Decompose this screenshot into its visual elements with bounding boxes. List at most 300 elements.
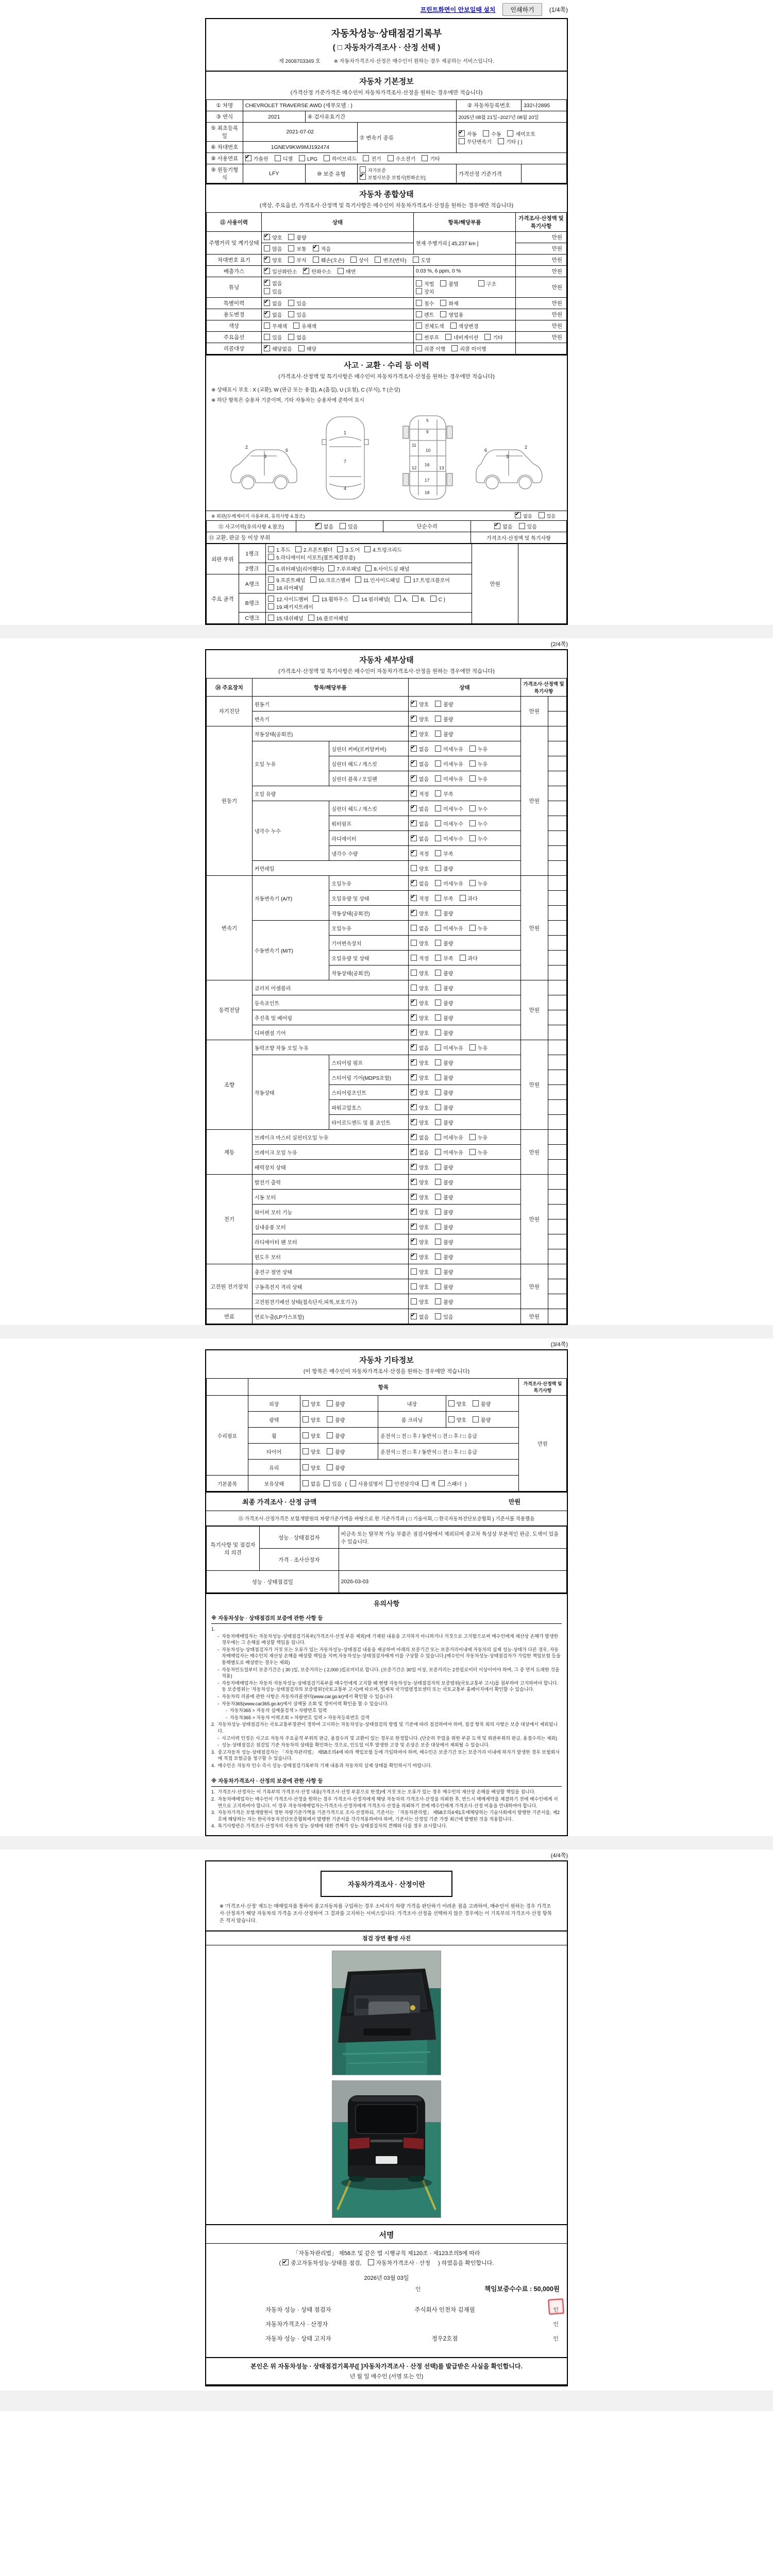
option-label: 부족 — [443, 956, 453, 962]
option — [363, 155, 381, 162]
use-history-header: ⑪ 사용이력 — [207, 213, 262, 232]
detail-row — [207, 1145, 567, 1160]
option — [422, 155, 440, 162]
option — [411, 1148, 429, 1156]
option-label: 10.크로스멤버 — [318, 578, 350, 584]
option-label: 불량 — [443, 866, 453, 872]
detail-row — [207, 1264, 567, 1279]
option-label: 19.패키지트레이 — [276, 605, 314, 611]
option — [435, 1283, 453, 1291]
option-label: 없음 — [418, 806, 429, 812]
option-label: 누유 — [477, 1045, 488, 1052]
install-print-plugin-link[interactable]: 프린트화면이 안보일때 설치 — [420, 6, 496, 13]
checkbox — [264, 257, 270, 263]
notice-marker: 1. — [211, 1789, 215, 1795]
glass-state — [300, 1460, 518, 1476]
notice-text: 특기사항란은 가격조사·산정자의 자동차 성능·상태에 대한 견해가 성능·상태점검자의 견해와 다를 경우 표시합니다. — [217, 1823, 447, 1829]
special-history-detail — [414, 298, 516, 309]
checkbox — [435, 1134, 441, 1140]
note-cell — [548, 1115, 566, 1130]
option-label: 5.라디에이터 서포트(볼트체결부품) — [276, 555, 356, 561]
option — [435, 984, 453, 992]
option — [484, 333, 502, 341]
checkbox — [365, 565, 372, 571]
engine-bay-photo — [332, 1951, 441, 2075]
detail-row — [207, 921, 567, 936]
signer-row — [206, 2302, 567, 2317]
state-cell — [408, 1160, 520, 1175]
detail-title: 자동차 세부상태 — [359, 656, 414, 665]
notice-text: 자동차매매업자는 자동차 자동차성능·상태점검기록부를 매수인에게 고지할 때 현행 자동차성능·상태점검자의 보증범위(국토교통부 고시)를 첨부하여 고지하여야 합니다. 동 보증범위는 '자동차성능·상태점검자의 보증범위'(국토교통부 고시)에 따르며, 법제처 국가법령정보센터 또는 국토교통부 홈페이지에서 확인할 수 있습니다. — [222, 1680, 559, 1692]
checkbox — [435, 1149, 441, 1155]
option — [435, 745, 463, 753]
state-cell — [408, 846, 520, 861]
panel-number: 5 — [426, 418, 429, 423]
option — [469, 835, 488, 842]
option-label: 양호 — [418, 1269, 429, 1276]
option — [435, 879, 463, 887]
note-cell — [548, 951, 566, 965]
option — [411, 1298, 429, 1306]
checkbox — [507, 130, 513, 137]
detail-row — [207, 1160, 567, 1175]
option-label: 화재 — [448, 301, 459, 307]
polish-label: 광택 — [248, 1412, 300, 1428]
notice-line — [211, 1823, 562, 1829]
notice-text: 매수인은 자동차 인수 즉시 성능·상태점검기록부의 기재 내용과 자동차의 실제 상태를 확인하시기 바랍니다. — [217, 1762, 432, 1768]
notice-marker: 1. — [211, 1626, 215, 1632]
subitem-cell: 실린더 블록 / 오일팬 — [329, 771, 409, 786]
inspection-date-label: 성능 · 상태점검일 — [207, 1571, 339, 1593]
option — [411, 1268, 429, 1276]
option — [416, 299, 434, 307]
option-label: 양호 — [418, 1060, 429, 1066]
option — [483, 130, 501, 138]
checkbox — [411, 731, 417, 737]
print-button[interactable]: 인쇄하기 — [502, 3, 542, 16]
base-price-label: 가격산정 기준가격 — [456, 164, 521, 183]
option-label: 불량 — [443, 971, 453, 977]
option-label: 과다 — [467, 896, 478, 902]
state-cell — [408, 1294, 520, 1309]
checkbox — [360, 174, 366, 180]
rank-label: C랭크 — [239, 613, 266, 624]
option-label: 양호 — [418, 941, 429, 947]
option-label: 리콜 이행 — [424, 347, 446, 352]
option-label: 없음 — [418, 836, 429, 842]
detail-row — [207, 1249, 567, 1264]
note-cell — [548, 697, 566, 711]
checkbox — [459, 138, 465, 144]
warranty-options — [357, 164, 456, 183]
accident-title: 사고 · 교환 · 수리 등 이력 — [344, 361, 429, 370]
option — [473, 1416, 491, 1423]
option — [435, 1089, 453, 1096]
state-cell — [408, 1309, 520, 1324]
first-reg-label: ⑤ 최초등록일 — [207, 123, 243, 142]
option-label: 8.사이드실 패널 — [374, 567, 410, 572]
state-cell — [408, 741, 520, 756]
checkbox — [422, 1480, 428, 1486]
checkbox — [469, 775, 476, 782]
checkbox — [264, 245, 270, 251]
detail-row — [207, 1190, 567, 1205]
mileage-state — [262, 232, 414, 243]
option-label: 세미오토 — [515, 132, 536, 138]
checkbox — [448, 1400, 455, 1406]
option — [411, 1163, 429, 1171]
option — [435, 1044, 463, 1052]
rear-view-photo — [332, 2080, 441, 2218]
notice-b-title: ※ 자동차가격조사 · 산정의 보증에 관한 사항 등 — [211, 1774, 562, 1787]
company-seal-stamp — [548, 2298, 564, 2315]
state-header: 상태 — [262, 213, 414, 232]
option — [435, 1193, 453, 1201]
checkbox — [435, 1164, 441, 1170]
option — [435, 835, 463, 842]
note-cell — [548, 891, 566, 906]
notice-line — [217, 1667, 562, 1680]
option — [469, 805, 488, 812]
state-cell — [408, 1145, 520, 1160]
checkbox — [411, 1059, 417, 1065]
item-cell: 배력장치 상태 — [252, 1160, 408, 1175]
note-cell — [548, 1249, 566, 1264]
panel-number: 6 — [484, 448, 488, 453]
checkbox — [498, 138, 504, 144]
emission-values: 0.03 %, 6 ppm, 0 % — [414, 266, 516, 277]
detail-row — [207, 1010, 567, 1025]
option-label: 일산화탄소 — [272, 269, 297, 275]
option-label: 양호 — [418, 866, 429, 872]
checkbox — [435, 760, 441, 767]
note-cell — [548, 816, 566, 831]
option-label: 불량 — [335, 1465, 345, 1471]
buyer-confirm-text: 본인은 위 자동차성능 · 상태점검기록부([ ]자동차가격조사 · 산정 선택)를 발급받은 사실을 확인합니다. — [250, 2362, 523, 2370]
checkbox — [483, 130, 489, 137]
option — [498, 138, 523, 145]
option — [435, 820, 463, 827]
notice-a-title: ※ 자동차성능 · 상태점검의 보증에 관한 사항 등 — [211, 1611, 562, 1624]
state-cell — [408, 965, 520, 980]
exterior-state — [300, 1396, 378, 1412]
option — [435, 969, 453, 977]
checkbox — [484, 334, 491, 340]
tuning-detail — [414, 277, 516, 298]
option — [386, 1480, 419, 1487]
vin-mark-state — [262, 255, 516, 266]
checkbox — [268, 554, 274, 560]
rank-row — [207, 544, 567, 563]
option — [411, 1133, 429, 1141]
option — [459, 130, 477, 138]
checkbox — [416, 334, 422, 340]
checkbox — [435, 1179, 441, 1185]
option — [413, 256, 431, 264]
checkbox — [324, 1480, 330, 1486]
state-cell — [408, 1055, 520, 1070]
option-label: 불량 — [443, 1105, 453, 1111]
option-label: 과다 — [467, 956, 478, 962]
panel-group-label: 외판 부위 — [207, 544, 239, 574]
option-label: 불량 — [335, 1417, 345, 1423]
odometer-state — [262, 243, 414, 255]
special-history-state — [262, 298, 414, 309]
section-overall-state — [206, 183, 567, 354]
car-top-diagram — [306, 409, 384, 507]
option-label: 렌트 — [424, 313, 434, 318]
option — [435, 1074, 453, 1081]
option — [411, 879, 429, 887]
accident-history-label: ⑫ 사고이력(유의사항 4.참조) — [207, 521, 296, 532]
paren-open: ( — [279, 2260, 281, 2267]
option-label: 전체도색 — [424, 324, 444, 330]
option — [435, 1268, 453, 1276]
panel-option — [268, 603, 313, 611]
option-label: 양호 — [418, 1120, 429, 1126]
option-label: 양호 — [310, 1449, 321, 1455]
price-cell: 만원 — [515, 298, 566, 309]
signature-title: 서명 — [206, 2224, 567, 2244]
option-label: 없음 — [418, 747, 429, 753]
notice-marker: ◦ — [217, 1667, 220, 1672]
appraiser-label: 가격 · 조사산정자 — [260, 1549, 339, 1571]
option — [282, 2259, 361, 2268]
option-label: 양호 — [418, 1299, 429, 1306]
detail-row — [207, 1055, 567, 1070]
inspector-opinion-table — [206, 1526, 567, 1593]
option — [469, 879, 488, 887]
option-label: 양호 — [418, 971, 429, 977]
state-cell — [408, 831, 520, 846]
option-label: 불량 — [335, 1433, 345, 1439]
option — [469, 1148, 488, 1156]
option — [338, 267, 356, 275]
possession-label: 보유상태 — [248, 1476, 300, 1492]
option-label: 불량 — [443, 1255, 453, 1261]
option-label: 불량 — [443, 702, 453, 708]
option-label: 양호 — [272, 258, 282, 264]
item-cell: 오일 누유 — [252, 741, 329, 786]
option — [264, 322, 287, 330]
option-label: 침수 — [424, 301, 434, 307]
notice-marker: ◦ — [217, 1693, 220, 1699]
checkbox — [435, 1268, 441, 1275]
option-label: 불량 — [443, 1090, 453, 1096]
car-side-right-diagram — [471, 409, 549, 507]
panel-option — [364, 546, 402, 553]
note-cell — [548, 965, 566, 980]
checkbox — [435, 925, 441, 931]
checkbox — [411, 910, 417, 916]
note-cell — [548, 1100, 566, 1115]
checkbox — [368, 2259, 374, 2265]
panel-option — [313, 595, 348, 603]
subitem-cell: 실린더 헤드 / 개스킷 — [329, 801, 409, 816]
option-label: 누유 — [477, 747, 488, 753]
panel-number: 18 — [425, 490, 430, 495]
option — [435, 775, 463, 783]
section-basic-info — [206, 71, 567, 183]
state-cell — [408, 1175, 520, 1190]
checkbox — [313, 257, 319, 263]
option — [411, 775, 429, 783]
checkbox — [435, 1104, 441, 1110]
option-label: 6.쿼터패널(리어휀다) — [276, 567, 324, 572]
option-label: 없음 — [418, 821, 429, 827]
detail-row — [207, 1130, 567, 1145]
note-cell — [548, 1055, 566, 1070]
state-cell — [408, 1025, 520, 1040]
option — [440, 311, 463, 318]
option-label: 수소전기 — [395, 157, 416, 162]
engine-type-label: ⑨ 원동기형식 — [207, 164, 243, 183]
notice-line — [211, 1789, 562, 1795]
checkbox — [411, 865, 417, 871]
option — [416, 345, 445, 352]
detail-row — [207, 741, 567, 756]
checkbox — [435, 701, 441, 707]
checkbox — [469, 820, 476, 826]
option-label: 누유 — [477, 1150, 488, 1156]
option — [327, 1416, 345, 1423]
checkbox — [435, 1313, 441, 1319]
vin-label: ⑥ 차대번호 — [207, 142, 243, 153]
note-cell — [548, 756, 566, 771]
note-cell — [548, 1309, 566, 1324]
checkbox — [435, 895, 441, 901]
notice-b-list — [211, 1789, 562, 1829]
model-year-value: 2021 — [243, 111, 305, 123]
diagram-legend: ※ 하단 항목은 승용차 기준이며, 기타 자동차는 승용차에 준하여 표시 — [211, 398, 364, 403]
price-cell: 만원 — [515, 243, 566, 255]
subitem-cell: 오일유량 및 상태 — [329, 891, 409, 906]
checkbox — [268, 546, 274, 552]
checkbox — [315, 523, 322, 529]
checkbox — [288, 257, 294, 263]
option-label: 양호 — [310, 1401, 321, 1408]
item-cell: 오일 유량 — [252, 786, 408, 801]
checkbox — [411, 1298, 417, 1304]
option — [340, 522, 358, 530]
panel-option — [308, 614, 348, 622]
option-label: 미세누수 — [443, 836, 463, 842]
option — [324, 1480, 342, 1487]
option-label: 기타 ( ) — [506, 140, 523, 145]
option — [303, 1432, 321, 1439]
option-label: 불량 — [480, 1401, 491, 1408]
checkbox — [435, 1074, 441, 1080]
option — [411, 715, 429, 723]
option — [327, 1464, 345, 1471]
checkbox — [411, 1044, 417, 1050]
state-cell — [408, 1070, 520, 1085]
option-label: 불량 — [443, 1015, 453, 1022]
option — [411, 805, 429, 812]
checkbox — [288, 245, 294, 251]
option-label: 양호 — [418, 1195, 429, 1201]
option-label: 리콜 미이행 — [460, 347, 486, 352]
option — [469, 924, 488, 932]
option-label: 있음 — [296, 301, 307, 307]
tire-label: 타이어 — [248, 1444, 300, 1460]
state-cell — [408, 1279, 520, 1294]
note-cell — [548, 801, 566, 816]
emission-label: 배출가스 — [207, 266, 262, 277]
option-label: 해당없음 — [272, 347, 292, 352]
option — [350, 1480, 383, 1487]
rank-label: 2랭크 — [239, 563, 266, 574]
checkbox — [303, 1464, 309, 1470]
vin-mark-label: 차대번호 표기 — [207, 255, 262, 266]
option-label: 양호 — [272, 235, 282, 241]
option — [288, 299, 306, 307]
checkbox — [435, 1089, 441, 1095]
option-label: ( — [345, 1481, 347, 1487]
note-cell — [548, 1190, 566, 1205]
item-cell: 브레이크 마스터 실린더오일 누유 — [252, 1130, 408, 1145]
exchange-price-header: 가격조사·산정액 및 특기사항 — [471, 532, 567, 544]
option — [299, 155, 317, 162]
color-detail — [414, 320, 516, 332]
notice-marker: ◦ — [217, 1647, 220, 1652]
option — [448, 1416, 466, 1423]
checkbox — [303, 1432, 309, 1438]
checkbox — [411, 880, 417, 886]
state-cell — [408, 786, 520, 801]
checkbox — [459, 130, 465, 137]
option-label: C ) — [438, 597, 446, 603]
option-label: 영업용 — [448, 313, 464, 318]
checkbox — [395, 596, 401, 602]
option-label: 2.프론트휀더 — [303, 548, 333, 553]
inspection-date-value: 2026-03-03 — [339, 1571, 566, 1593]
note-cell — [548, 1085, 566, 1100]
state-cell — [408, 1234, 520, 1249]
state-cell — [408, 1010, 520, 1025]
option-label: 있음 — [296, 313, 307, 318]
option — [435, 1238, 453, 1246]
repair-needed-label: 수리필요 — [207, 1396, 248, 1476]
price-appraisal-info-text: ※ '가격조사·산정' 제도는 매매업자를 통하여 중고자동차를 구입하는 경우 소비자가 차량 가격을 판단하기 어려운 점을 고려하여, 매수인이 원하는 경우 가격조사·산정자가 해당 자동차의 가격을 조사·산정하여 그 결과를 고지하는 서비스입니다. 가격조사·산정을 선택하지 않은 경우에는 이 기록부의 가격조사·산정 항목은 적지 않습니다. — [220, 1904, 552, 1924]
option-label: 사용설명서 — [358, 1481, 383, 1487]
checkbox — [411, 1224, 417, 1230]
checkbox — [268, 603, 274, 609]
checkbox — [338, 268, 344, 274]
checkbox — [411, 1029, 417, 1036]
panel-option — [328, 565, 361, 572]
checkbox — [303, 1400, 309, 1406]
warranty-fee: 책임보증수수료 : 50,000원 — [484, 2285, 560, 2293]
photos-section-title: 점검 장면 촬영 사진 — [206, 1930, 567, 1945]
option-label: 부식 — [296, 258, 307, 264]
price-cell: 만원 — [515, 277, 566, 298]
option-label: 미세누유 — [443, 747, 463, 753]
checkbox — [435, 835, 441, 841]
checkbox — [539, 512, 545, 518]
option — [460, 894, 478, 902]
option-label: 12.사이드멤버 — [276, 597, 309, 603]
option-label: 스패너 — [447, 1481, 462, 1487]
panel-items — [266, 613, 472, 624]
usage-change-label: 용도변경 — [207, 309, 262, 320]
option-label: 9.프론트패널 — [276, 578, 306, 584]
checkbox — [411, 716, 417, 722]
option — [435, 999, 453, 1007]
inspection-period-value: 2025년 08월 21일~2027년 08월 20일 — [456, 111, 566, 123]
checkbox — [411, 925, 417, 931]
option — [435, 1208, 453, 1216]
